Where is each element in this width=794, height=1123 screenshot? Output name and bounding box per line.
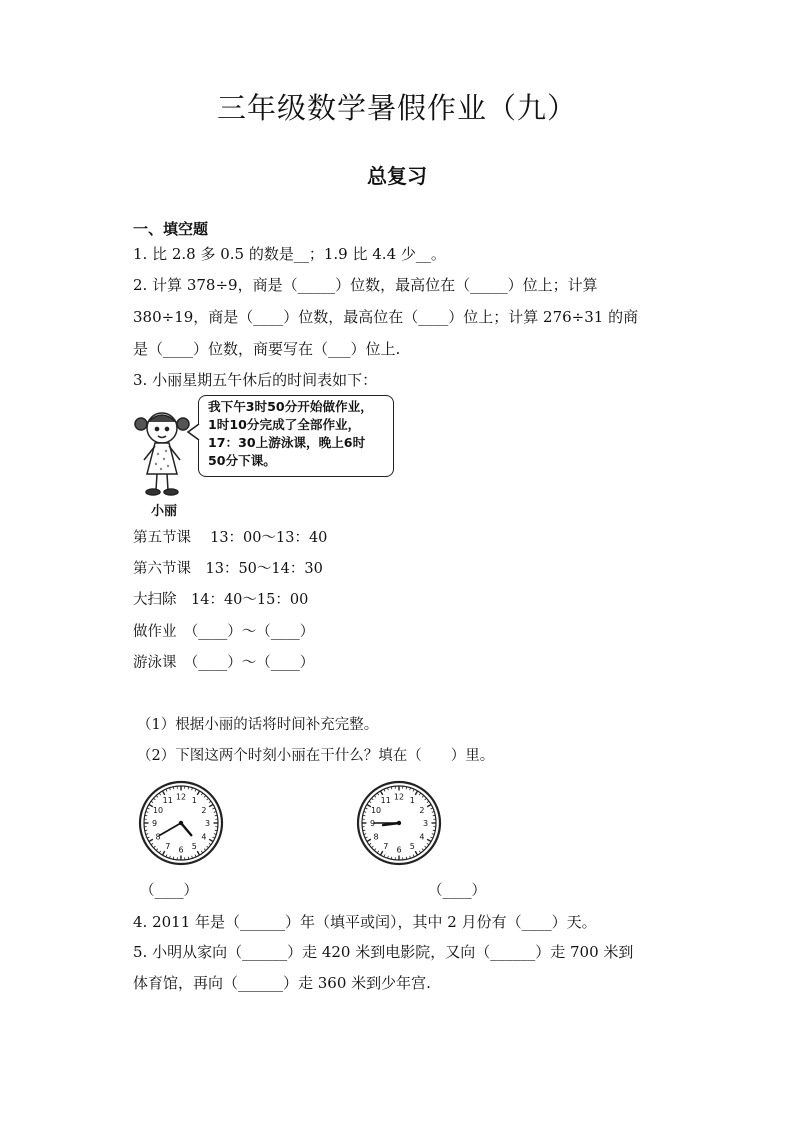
girl-illustration xyxy=(128,404,196,500)
clock-number: 5 xyxy=(409,841,415,851)
clock-number: 11 xyxy=(162,796,173,806)
clock-center-pin xyxy=(397,821,401,825)
question-2-line-1: 2. 计算 378÷9，商是（_____）位数，最高位在（_____）位上；计算 xyxy=(133,276,598,294)
clock-tick xyxy=(173,787,174,789)
clock-tick xyxy=(433,830,435,831)
clock-tick xyxy=(188,787,189,789)
clock-1-answer: （____） xyxy=(140,883,198,899)
clock-number: 2 xyxy=(201,805,207,815)
schedule-row-2: 第六节课 13：50～14：30 xyxy=(133,561,323,577)
clock-tick xyxy=(145,815,147,816)
clock-2-answer: （____） xyxy=(428,883,486,899)
clock-number: 9 xyxy=(369,819,376,828)
clock-center-pin xyxy=(179,821,183,825)
clock-tick xyxy=(215,830,217,831)
clock-number: 10 xyxy=(152,805,164,815)
clock-face-1 xyxy=(138,780,224,866)
clock-number: 2 xyxy=(419,805,425,815)
question-2-line-3: 是（____）位数，商要写在（___）位上. xyxy=(133,340,401,358)
clock-number: 4 xyxy=(201,832,207,842)
clock-tick xyxy=(173,857,174,859)
question-4: 4. 2011 年是（______）年（填平或闰），其中 2 月份有（____）天。 xyxy=(133,913,597,931)
schedule-row-1: 第五节课 13：00～13：40 xyxy=(133,530,328,546)
clock-number: 1 xyxy=(191,796,197,806)
schedule-row-4: 做作业 （____）～（____） xyxy=(133,624,315,640)
sub-question-1: （1）根据小丽的话将时间补充完整。 xyxy=(137,717,379,733)
clock-number: 7 xyxy=(383,841,389,851)
sub-question-2: （2）下图这两个时刻小丽在干什么？填在（ ）里。 xyxy=(137,748,495,764)
clock-tick xyxy=(145,830,147,831)
clock-number: 6 xyxy=(178,845,184,855)
clock-number: 5 xyxy=(191,841,197,851)
question-2-line-2: 380÷19，商是（____）位数，最高位在（____）位上；计算 276÷31 的商 xyxy=(133,308,639,326)
clock-number: 4 xyxy=(419,832,425,842)
clock-number: 7 xyxy=(165,841,171,851)
clock-tick xyxy=(188,857,189,859)
clock-number: 12 xyxy=(175,792,187,802)
clock-tick xyxy=(215,815,217,816)
question-3-intro: 3. 小丽星期五午休后的时间表如下： xyxy=(133,371,378,389)
clock-number: 6 xyxy=(396,845,402,855)
question-1: 1. 比 2.8 多 0.5 的数是__；1.9 比 4.4 少__。 xyxy=(133,245,446,263)
girl-name-label: 小丽 xyxy=(151,504,178,519)
clock-tick xyxy=(391,787,392,789)
clock-number: 8 xyxy=(373,832,379,842)
section-heading: 一、填空题 xyxy=(133,220,209,238)
clock-number: 3 xyxy=(422,819,429,828)
schedule-row-5: 游泳课 （____）～（____） xyxy=(133,655,315,671)
clock-number: 8 xyxy=(155,832,161,842)
clock-tick xyxy=(433,815,435,816)
clock-tick xyxy=(406,857,407,859)
page-subtitle: 总复习 xyxy=(367,164,427,188)
clock-face-2 xyxy=(356,780,442,866)
clock-tick xyxy=(391,857,392,859)
clock-tick xyxy=(363,830,365,831)
clock-number: 10 xyxy=(370,805,382,815)
schedule-row-3: 大扫除 14：40～15：00 xyxy=(133,592,309,608)
page-title: 三年级数学暑假作业（九） xyxy=(216,91,577,125)
speech-bubble-tail xyxy=(186,422,202,442)
clock-number: 12 xyxy=(393,792,405,802)
clock-tick xyxy=(406,787,407,789)
clock-tick xyxy=(363,815,365,816)
clock-number: 11 xyxy=(380,796,391,806)
clock-number: 9 xyxy=(151,819,158,828)
question-5-line-1: 5. 小明从家向（______）走 420 米到电影院，又向（______）走 700 米到 xyxy=(133,943,634,961)
clock-number: 3 xyxy=(204,819,211,828)
clock-number: 1 xyxy=(409,796,415,806)
speech-bubble-text: 我下午3时50分开始做作业， 1时10分完成了全部作业， 17：30上游泳课，晚上6时 50分下课。 xyxy=(208,399,373,468)
question-5-line-2: 体育馆，再向（______）走 360 米到少年宫. xyxy=(133,974,431,992)
